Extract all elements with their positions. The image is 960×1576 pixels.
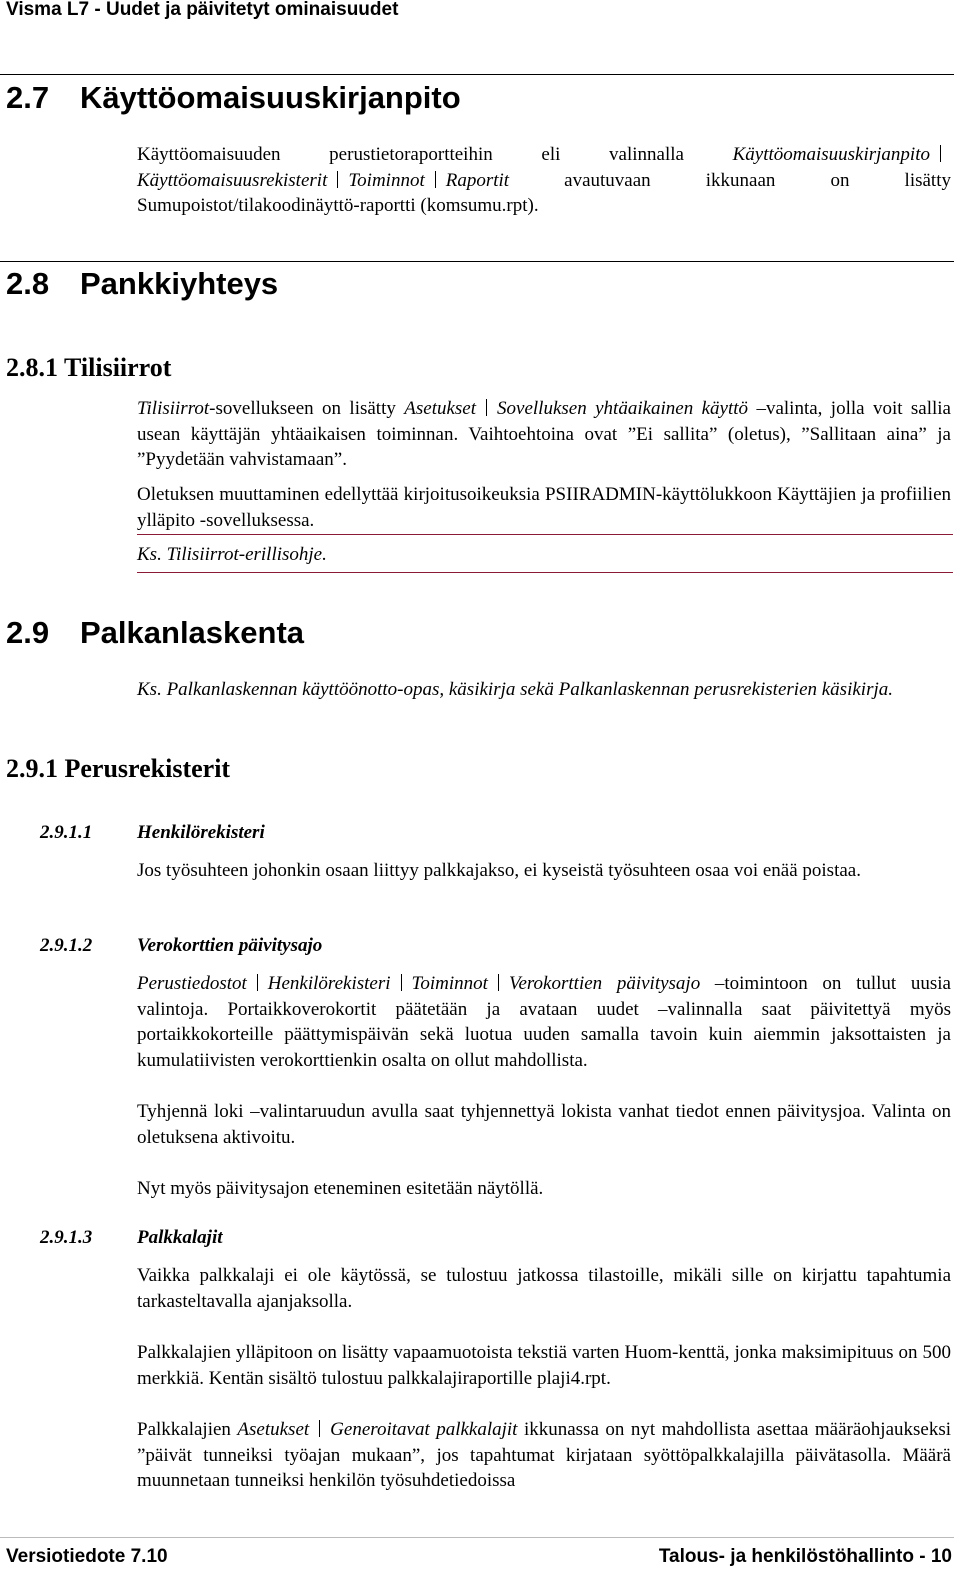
menu-path-item: Henkilörekisteri [267,973,391,994]
section-2-9-heading [6,615,304,651]
menu-path-item: Verokorttien päivitysajo [508,973,701,994]
document-header-title: Visma L7 - Uudet ja päivitetyt ominaisuudet [6,0,399,20]
subsection-number: 2.9.1.3 [40,1227,93,1248]
section-2-9-reference: Ks. Palkanlaskennan käyttöönotto-opas, käsikirja sekä Palkanlaskennan perusrekisterien käsikirja. [137,679,893,700]
palkkalajit-paragraph-2: Palkkalajien ylläpitoon on lisätty vapaamuotoista tekstiä varten Huom-kenttä, jonka maksimipituus on 500 merkkiä. Kentän sisältö tulostuu palkkalajiraportille plaji4.rpt. [137,1342,951,1389]
section-title: Perusrekisterit [64,754,231,783]
menu-path-separator [498,974,499,991]
section-2-8-1-heading [6,353,171,383]
section-number: 2.9 [6,615,50,650]
footer-rule [0,1537,954,1538]
section-title: Palkanlaskenta [80,615,305,650]
menu-path-separator [486,399,487,416]
section-2-8-1-paragraph-1: Tilisiirrot-sovellukseen on lisätty Asetukset Sovelluksen yhtäaikainen käyttö –valinta, jolla voit sallia usean käyttäjän yhtäaikaisen toiminnan. Vaihtoehtoina ovat ”Ei sallita” (oletus), ”Sallitaan aina” ja ”Pyydetään vahvistamaan”. [137,398,951,470]
section-number: 2.8.1 [6,353,58,382]
subsection-number: 2.9.1.2 [40,935,93,956]
palkkalajit-paragraph-3: Palkkalajien Asetukset Generoitavat palkkalajit ikkunassa on nyt mahdollista asettaa määräohjaukseksi ”päivät tunneiksi työajan mukaan”, jos tapahtumat kirjataan syöttöpalkkalajilla päivätasolla. Määrä muunnetaan tunneiksi henkilön työsuhdetiedoissa [137,1419,952,1491]
section-2-8-1-reference: Ks. Tilisiirrot-erillisohje. [137,544,327,565]
menu-path-item: Toiminnot [411,973,488,994]
verokortit-paragraph-2: Tyhjennä loki –valintaruudun avulla saat tyhjennettyä lokista vanhat tiedot ennen päivitysjoa. Valinta on oletuksena aktivoitu. [137,1101,951,1148]
menu-path-item: Asetukset [237,1419,310,1440]
subsection-title: Palkkalajit [137,1227,223,1248]
subsection-title: Verokorttien päivitysajo [137,935,323,956]
menu-path-separator [435,171,436,188]
palkkalajit-paragraph-1: Vaikka palkkalaji ei ole käytössä, se tulostuu jatkossa tilastoille, mikäli sille on kirjattu tapahtumia tarkasteltavalla ajanjaksolla. [137,1265,951,1312]
section-2-7-paragraph: Käyttöomaisuuden perustietoraportteihin eli valinnalla KäyttöomaisuuskirjanpitoKäyttöomaisuusrekisterit Toiminnot Raportit avautuvaan ikkunaan on lisätty Sumupoistot/tilakoodinäyttö-raportti (komsumu.rpt). [137,144,951,216]
menu-path-separator [319,1420,320,1437]
section-title: Tilisiirrot [64,353,172,382]
note-rule-top [137,534,953,535]
verokortit-paragraph-3: Nyt myös päivitysajon eteneminen esitetään näytöllä. [137,1178,544,1199]
footer-page-label: Talous- ja henkilöstöhallinto - 10 [658,1546,952,1567]
note-rule-bottom [137,572,953,573]
section-number: 2.9.1 [6,754,58,783]
menu-path-item: Generoitavat palkkalajit [330,1419,518,1440]
subsection-title: Henkilörekisteri [137,822,265,843]
menu-path-separator [401,974,402,991]
section-2-7-heading [6,80,461,116]
menu-path-item: Sovelluksen yhtäaikainen käyttö [497,398,749,419]
menu-path-item: Asetukset [404,398,477,419]
section-2-8-1-paragraph-2: Oletuksen muuttaminen edellyttää kirjoitusoikeuksia PSIIRADMIN-käyttölukkoon Käyttäjien ja profiilien ylläpito -sovelluksessa. [137,484,951,531]
menu-path-item: Toiminnot [348,169,425,191]
menu-path-separator [257,974,258,991]
section-number: 2.7 [6,80,50,115]
henkilorekisteri-paragraph: Jos työsuhteen johonkin osaan liittyy palkkajakso, ei kyseistä työsuhteen osaa voi enää poistaa. [137,860,861,881]
footer-version: Versiotiedote 7.10 [6,1546,168,1567]
header-rule [0,74,954,75]
section-2-9-1-heading [6,754,230,784]
menu-path-separator [337,171,338,188]
section-number: 2.8 [6,266,50,301]
menu-path-item: Käyttöomaisuuskirjanpito [732,144,930,165]
section-title: Pankkiyhteys [80,266,279,301]
menu-path-item: Tilisiirrot [137,398,210,419]
menu-path-item: Raportit [445,169,510,191]
menu-path-item: Perustiedostot [137,973,247,994]
verokortit-paragraph-1: Perustiedostot Henkilörekisteri Toiminnot Verokorttien päivitysajo –toimintoon on tullut uusia valintoja. Portaikkoverokortit päätetään ja avataan uudet –valinnalla saat päivitettyä myös portaikkokorteille päättymispäivän sekä luotua uuden samalla tavoin kuin aiemmin jaksottaisten ja kumulatiivisten verokorttienkin osalta on ollut mahdollista. [137,973,951,1071]
menu-path-item: Käyttöomaisuusrekisterit [137,169,328,191]
section-rule [0,261,954,262]
subsection-number: 2.9.1.1 [40,822,93,843]
section-2-8-heading [6,266,278,302]
menu-path-separator [940,145,941,162]
section-title: Käyttöomaisuuskirjanpito [80,80,461,115]
